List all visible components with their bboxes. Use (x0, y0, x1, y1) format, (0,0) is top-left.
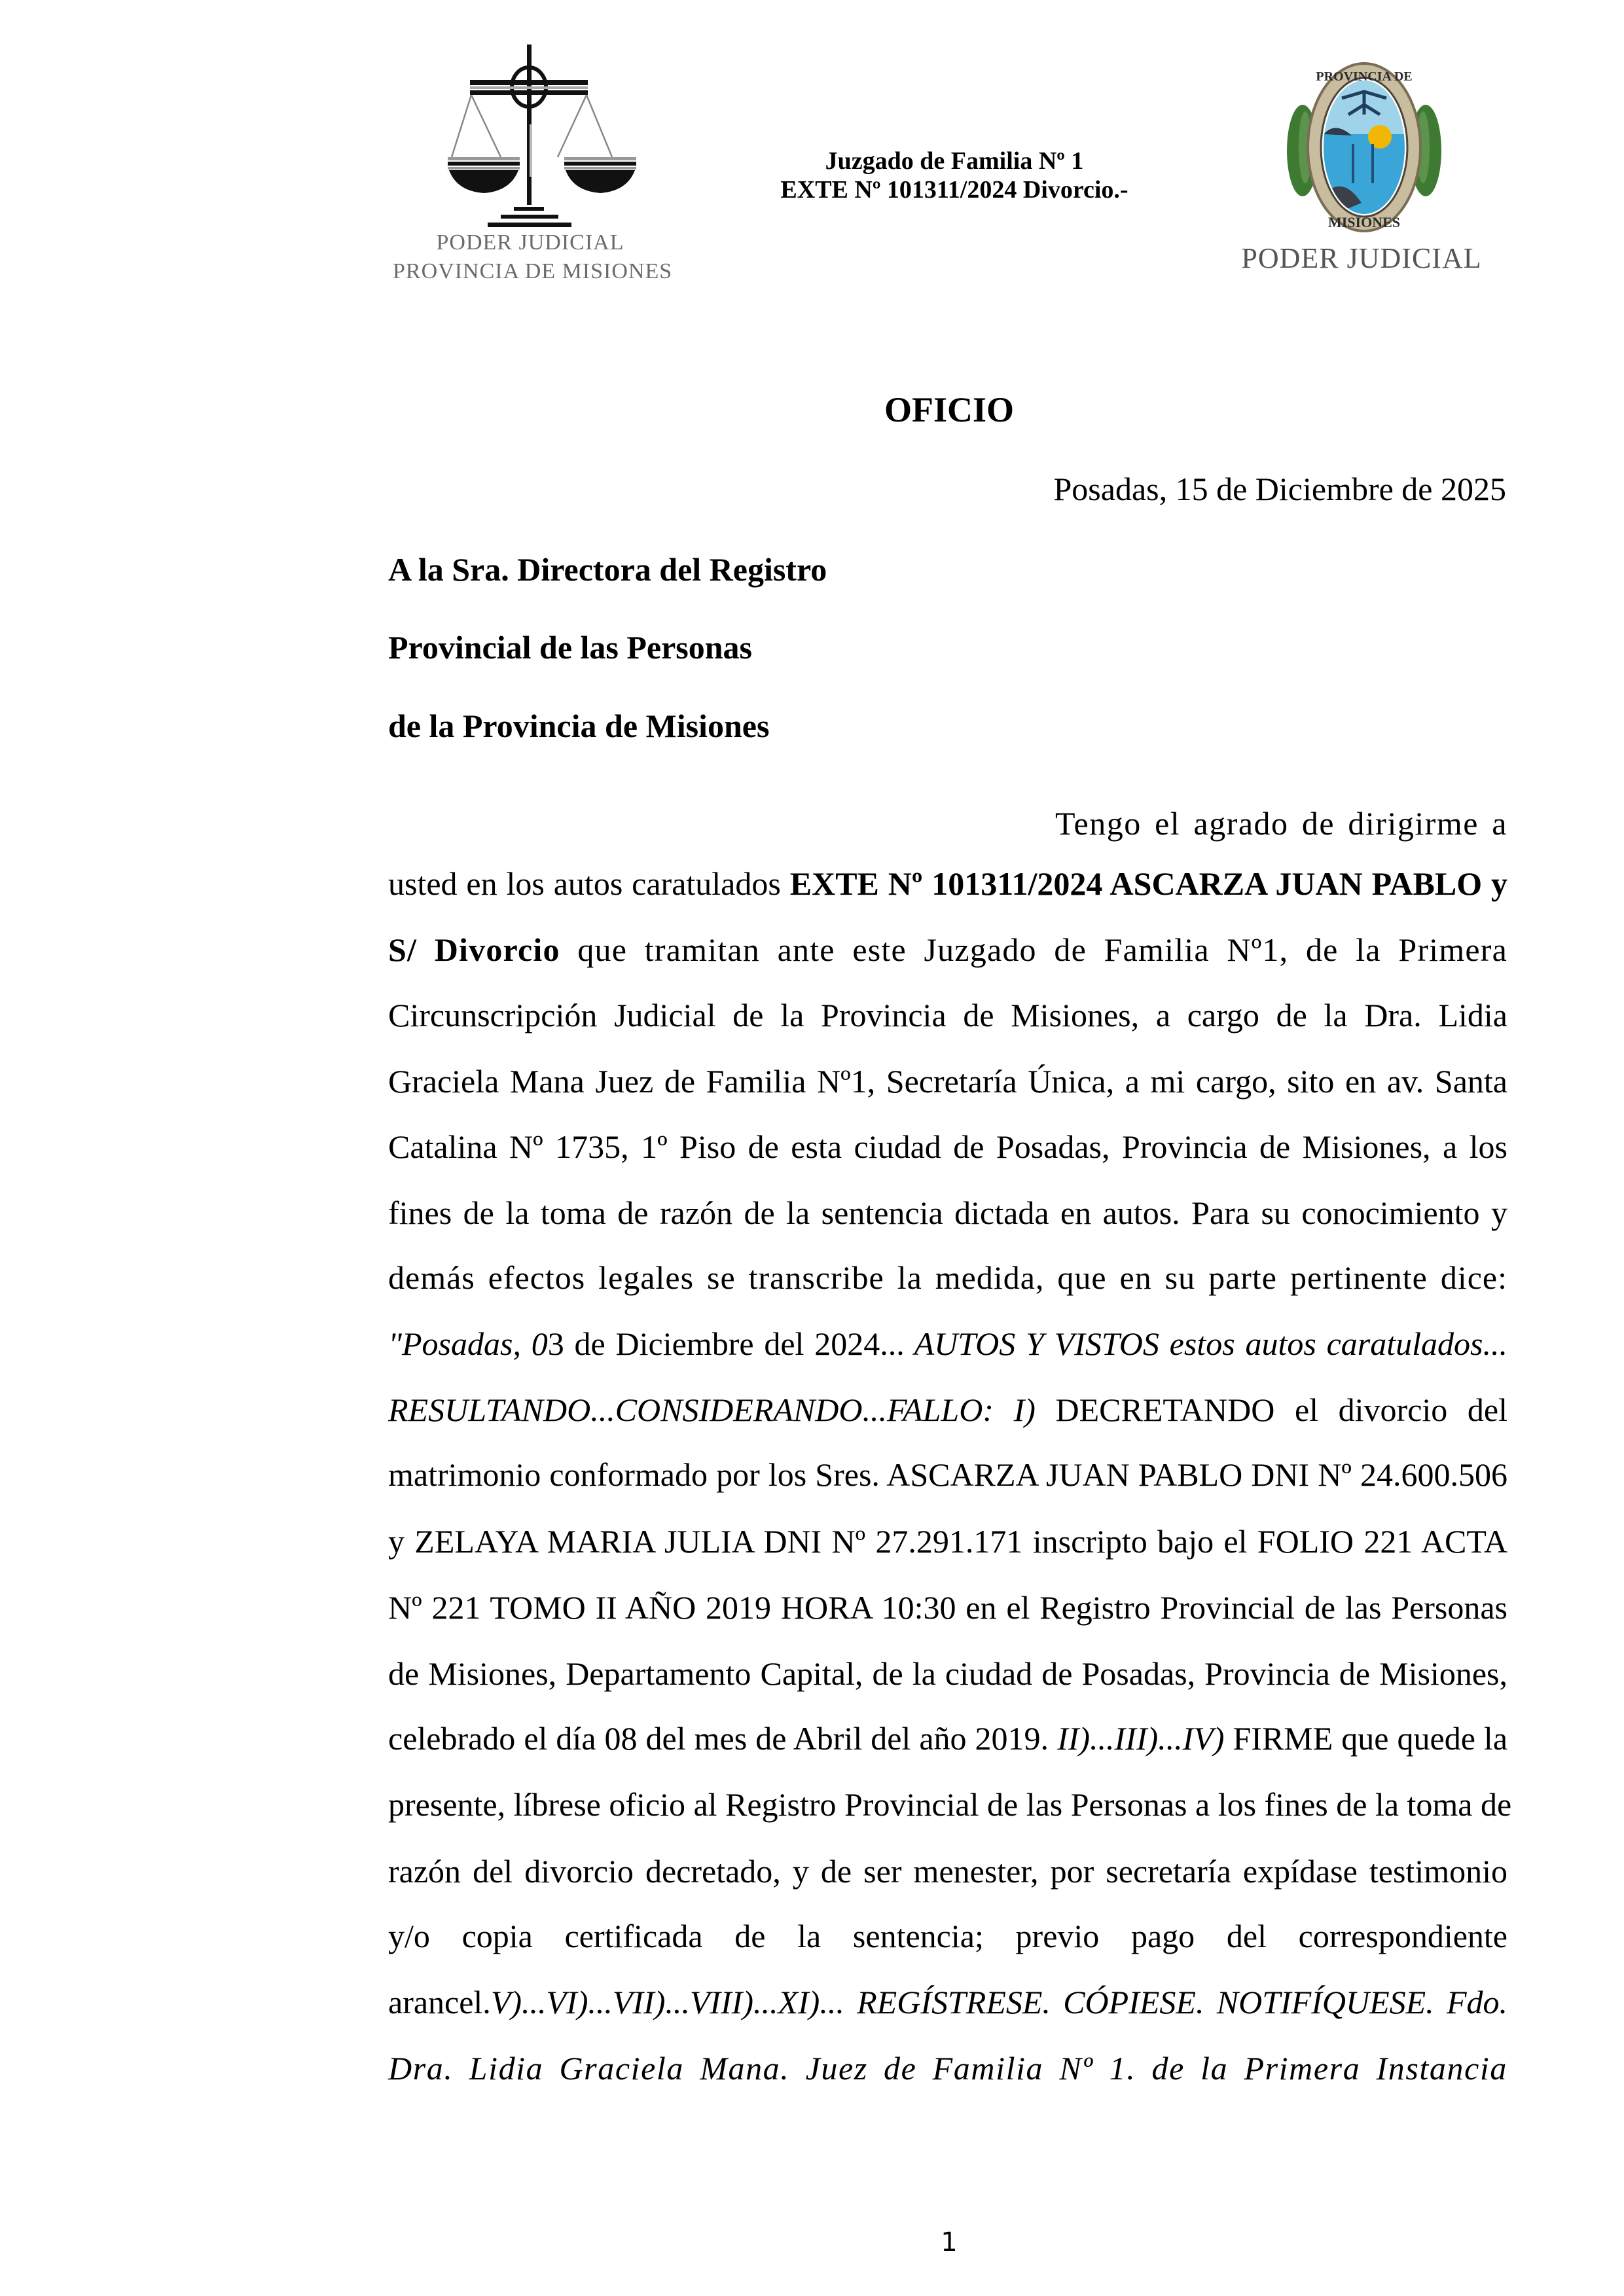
quote-italic: AUTOS Y VISTOS estos autos caratulados... (904, 1325, 1507, 1362)
body-line (1055, 804, 1507, 843)
text: presente, líbrese oficio al Registro Provincial de las Personas a los fines de la toma de (388, 1786, 1512, 1823)
addressee-line-1: A la Sra. Directora del Registro (388, 551, 827, 588)
body-line (388, 1852, 1507, 1891)
signature-italic: Dra. Lidia Graciela Mana. Juez de Familia Nº 1. de la Primera Instancia (388, 2050, 1507, 2087)
text: Circunscripción Judicial de la Provincia de Misiones, a cargo de la Dra. Lidia (388, 997, 1507, 1033)
body-line (388, 1522, 1507, 1561)
provincia-de-misiones-emblem (1237, 56, 1486, 285)
provincial-coat-of-arms-icon (1237, 56, 1486, 239)
body-line (388, 1719, 1507, 1758)
text: fines de la toma de razón de la sentencia dictada en autos. Para su conocimiento y (388, 1194, 1507, 1231)
body-line (388, 2049, 1507, 2088)
quote-italic: "Posadas, 0 (388, 1325, 548, 1362)
body-line (388, 1062, 1507, 1101)
poder-judicial-logo (393, 39, 673, 288)
quote-italic: RESULTANDO...CONSIDERANDO...FALLO: I) (388, 1391, 1036, 1428)
court-name: Juzgado de Familia Nº 1 (825, 147, 1084, 175)
logo-caption-line1: PODER JUDICIAL (436, 230, 624, 255)
body-line (388, 1390, 1507, 1429)
addressee-line-3: de la Provincia de Misiones (388, 708, 770, 744)
text: Catalina Nº 1735, 1º Piso de esta ciudad de Posadas, Provincia de Misiones, a los (388, 1128, 1507, 1165)
body-line (388, 1916, 1507, 1956)
body-line (388, 1324, 1507, 1363)
text: Nº 221 TOMO II AÑO 2019 HORA 10:30 en el Registro Provincial de las Personas (388, 1589, 1507, 1626)
body-line (388, 1258, 1507, 1297)
addressee-line-2: Provincial de las Personas (388, 629, 753, 666)
body-line (388, 930, 1507, 969)
text: matrimonio conformado por los Sres. ASCARZA JUAN PABLO DNI Nº 24.600.506 (388, 1456, 1507, 1493)
text: arancel. (388, 1984, 491, 2020)
body-line (388, 1982, 1507, 2022)
text: razón del divorcio decretado, y de ser menester, por secretaría expídase testimonio (388, 1853, 1507, 1890)
quote-italic: V)...VI)...VII)...VIII)...XI)... REGÍSTRESE. CÓPIESE. NOTIFÍQUESE. Fdo. (490, 1984, 1507, 2020)
text: y ZELAYA MARIA JULIA DNI Nº 27.291.171 inscripto bajo el FOLIO 221 ACTA (388, 1523, 1507, 1560)
scales-of-justice-icon (393, 39, 668, 236)
text: 3 de Diciembre del 2024... (547, 1325, 905, 1362)
text: usted en los autos caratulados (388, 865, 790, 902)
text: de Misiones, Departamento Capital, de la ciudad de Posadas, Provincia de Misiones, (388, 1655, 1507, 1692)
body-line (388, 1193, 1507, 1232)
case-title-bold: EXTE Nº 101311/2024 ASCARZA JUAN PABLO y (789, 865, 1507, 902)
text: demás efectos legales se transcribe la medida, que en su parte pertinente dice: (388, 1259, 1507, 1296)
case-title-bold: S/ Divorcio (388, 931, 560, 968)
body-line (388, 1654, 1507, 1693)
body-line (388, 996, 1507, 1035)
text: y/o copia certificada de la sentencia; previo pago del correspondiente (388, 1918, 1507, 1954)
logo-caption-line2: PROVINCIA DE MISIONES (393, 259, 673, 283)
emblem-caption: PODER JUDICIAL (1241, 242, 1482, 274)
svg-text:MISIONES: MISIONES (1327, 214, 1401, 230)
text: que tramitan ante este Juzgado de Familia Nº1, de la Primera (560, 931, 1507, 968)
svg-text:PROVINCIA DE: PROVINCIA DE (1316, 69, 1413, 84)
quote-italic: II)...III)...IV) (1057, 1720, 1225, 1757)
document-title: OFICIO (884, 390, 1015, 429)
body-line (388, 1455, 1507, 1494)
text: Graciela Mana Juez de Familia Nº1, Secretaría Única, a mi cargo, sito en av. Santa (388, 1063, 1507, 1100)
body-line (388, 864, 1507, 903)
body-line (388, 1588, 1507, 1627)
text: FIRME que quede la (1224, 1720, 1508, 1757)
text: DECRETANDO el divorcio del (1035, 1391, 1507, 1428)
body-line (388, 1127, 1507, 1166)
page-number: 1 (941, 2227, 958, 2257)
case-reference: EXTE Nº 101311/2024 Divorcio.- (780, 176, 1128, 204)
document-date: Posadas, 15 de Diciembre de 2025 (1053, 471, 1506, 507)
text: celebrado el día 08 del mes de Abril del año 2019. (388, 1720, 1058, 1757)
body-line (388, 1785, 1512, 1824)
text: Tengo el agrado de dirigirme a (1055, 805, 1507, 842)
